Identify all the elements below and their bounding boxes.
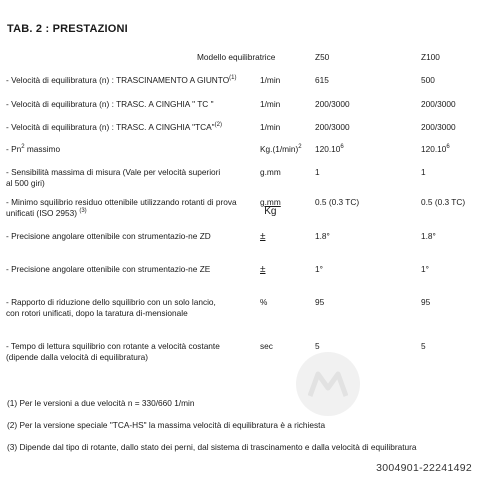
header-z100: Z100 [421, 52, 440, 62]
row-z50-value: 200/3000 [315, 99, 350, 109]
row-z50-value: 1° [315, 264, 323, 274]
row-z50-value: 1 [315, 167, 320, 177]
row-z50-value: 1.8° [315, 231, 330, 241]
row-z100-value: 5 [421, 341, 426, 351]
row-description: - Precisione angolare ottenibile con strumentazio-ne ZE [6, 264, 211, 274]
row-unit: ± [260, 231, 266, 242]
row-unit-fraction [260, 197, 281, 217]
row-z50-value: 0.5 (0.3 TC) [315, 197, 360, 207]
row-description: - Velocità di equilibratura (n) : TRASC. A CINGHIA " TC " [6, 99, 214, 109]
header-z50: Z50 [315, 52, 330, 62]
unit-denominator: Kg [264, 206, 277, 217]
row-description: - Sensibilità massima di misura (Vale per velocità superiori al 500 giri) [6, 167, 221, 188]
row-z100-value: 95 [421, 297, 431, 307]
row-unit: 1/min [260, 122, 281, 132]
row-description: - Tempo di lettura squilibrio con rotante a velocità costante (dipende dalla velocità di equilibratura) [6, 341, 220, 362]
gear-logo-icon [296, 352, 360, 416]
row-z100-value: 1 [421, 167, 426, 177]
footnote-2: (2) Per la versione speciale "TCA-HS" la massima velocità di equilibratura è a richiesta [7, 420, 326, 430]
row-z100-value: 120.10$^6$ [421, 144, 450, 154]
row-z100-value: 1° [421, 264, 429, 274]
row-description: - Rapporto di riduzione dello squilibrio con un solo lancio, con rotori unificati, dopo la taratura di-mensionale [6, 297, 216, 318]
row-z100-value: 0.5 (0.3 TC) [421, 197, 466, 207]
row-description: - Precisione angolare ottenibile con strumentazio-ne ZD [6, 231, 211, 241]
row-z50-value: 95 [315, 297, 325, 307]
row-unit: 1/min [260, 75, 281, 85]
unit-numerator: g.mm [260, 197, 281, 207]
row-description: - Pn$^2$ massimo [6, 144, 61, 154]
row-z100-value: 1.8° [421, 231, 436, 241]
row-z100-value: 200/3000 [421, 122, 456, 132]
row-z50-value: 615 [315, 75, 329, 85]
footnote-1: (1) Per le versioni a due velocità n = 330/660 1/min [7, 398, 195, 408]
row-z50-value: 5 [315, 341, 320, 351]
table-title: TAB. 2 : PRESTAZIONI [7, 23, 128, 35]
row-unit: g.mm [260, 167, 281, 177]
row-description: - Velocità di equilibratura (n) : TRASCINAMENTO A GIUNTO$^{(1)}$ [6, 75, 237, 85]
row-unit: ± [260, 264, 266, 275]
header-model-label: Modello equilibratrice [197, 52, 276, 62]
footnote-3: (3) Dipende dal tipo di rotante, dallo stato dei perni, dal sistema di trascinamento e dalla velocità di equilibratura [7, 442, 417, 452]
row-unit: 1/min [260, 99, 281, 109]
row-z100-value: 500 [421, 75, 435, 85]
row-unit: sec [260, 341, 273, 351]
row-z100-value: 200/3000 [421, 99, 456, 109]
row-unit: % [260, 297, 268, 307]
row-description: - Velocità di equilibratura (n) : TRASC. A CINGHIA "TCA"$^{(2)}$ [6, 122, 222, 132]
row-unit: $Kg.(1/\min)^2$ [260, 144, 302, 154]
row-description: - Minimo squilibrio residuo ottenibile utilizzando rotanti di prova unificati (ISO 2953) $^{(3)}$ [6, 197, 237, 218]
row-z50-value: 200/3000 [315, 122, 350, 132]
reference-number: 3004901-22241492 [376, 462, 472, 474]
row-z50-value: 120.10$^6$ [315, 144, 344, 154]
